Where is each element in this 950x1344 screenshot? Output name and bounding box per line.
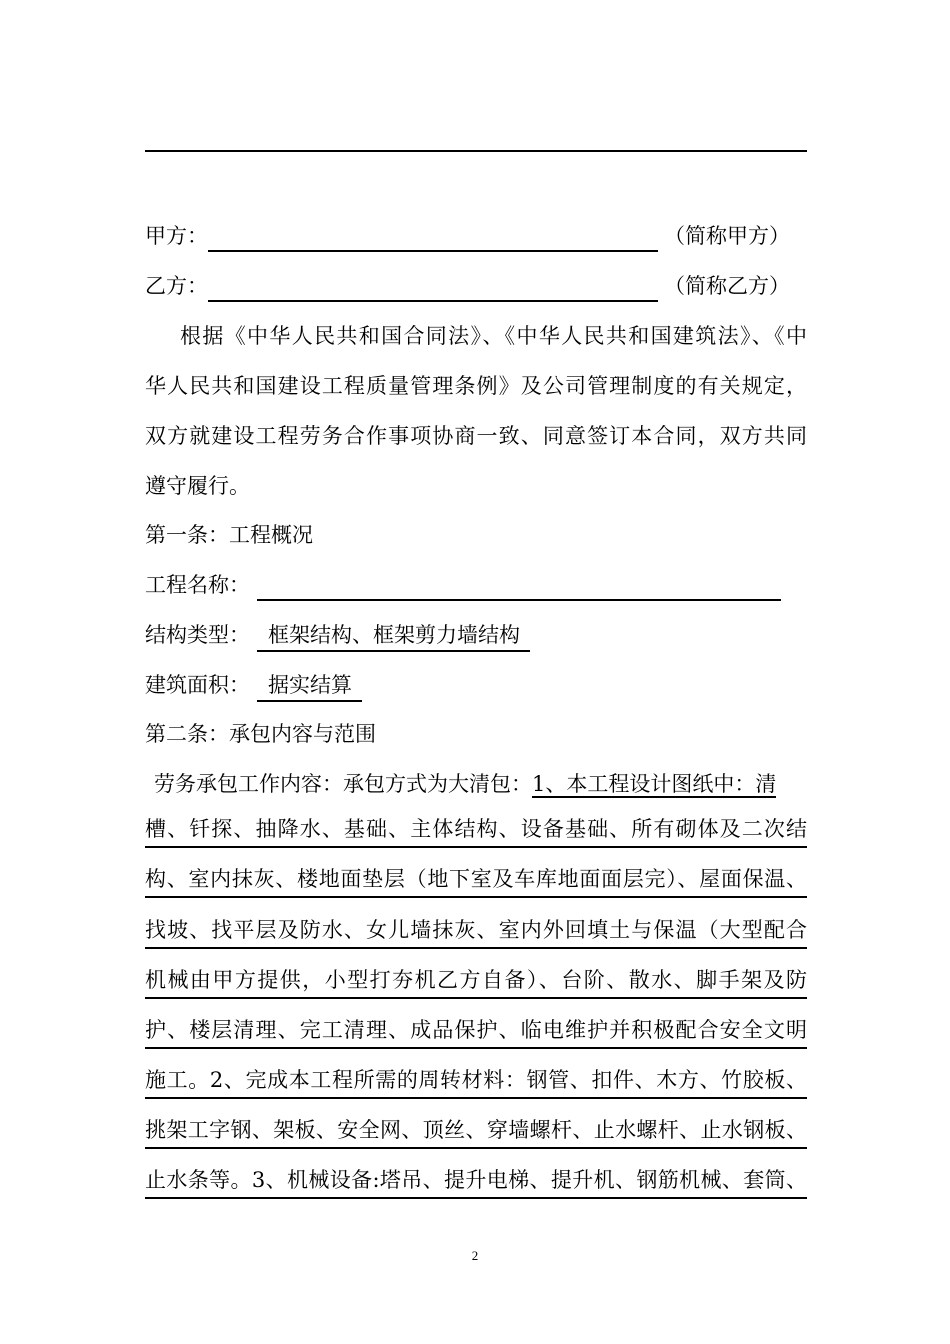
- party-a-blank[interactable]: [208, 250, 658, 252]
- structure-label: 结构类型：: [145, 623, 250, 647]
- article1-title: 第一条：工程概况: [145, 523, 313, 547]
- party-a-label: 甲方：: [145, 224, 208, 248]
- scope-line: 施工。2、完成本工程所需的周转材料：钢管、扣件、木方、竹胶板、: [145, 1063, 807, 1099]
- scope-line: 找坡、找平层及防水、女儿墙抹灰、室内外回填土与保温（大型配合: [145, 913, 807, 949]
- scope-line: 构、室内抹灰、楼地面垫层（地下室及车库地面面层完）、屋面保温、: [145, 862, 807, 898]
- scope-line: 止水条等。3、机械设备:塔吊、提升电梯、提升机、钢筋机械、套筒、: [145, 1163, 807, 1199]
- party-b-note: （简称乙方）: [664, 274, 790, 298]
- project-name-label: 工程名称：: [145, 573, 250, 597]
- preamble-line: 根据《中华人民共和国合同法》、《中华人民共和国建筑法》、《中: [180, 324, 807, 348]
- scope-line: 机械由甲方提供，小型打夯机乙方自备）、台阶、散水、脚手架及防: [145, 963, 807, 999]
- preamble-line: 遵守履行。: [145, 474, 250, 498]
- article2-title: 第二条：承包内容与范围: [145, 722, 376, 746]
- area-label: 建筑面积：: [145, 673, 250, 697]
- work-content-underlined: 1、本工程设计图纸中：清: [532, 772, 777, 796]
- page-number: 2: [471, 1248, 479, 1263]
- area-value: 据实结算: [257, 670, 362, 702]
- structure-value: 框架结构、框架剪力墙结构: [257, 620, 530, 652]
- article2-first-line: [154, 764, 776, 804]
- preamble-line: 双方就建设工程劳务合作事项协商一致、同意签订本合同，双方共同: [145, 424, 807, 448]
- preamble-line: 华人民共和国建设工程质量管理条例》及公司管理制度的有关规定，: [145, 374, 807, 398]
- scope-line: 护、楼层清理、完工清理、成品保护、临电维护并积极配合安全文明: [145, 1013, 807, 1049]
- scope-line: 槽、钎探、抽降水、基础、主体结构、设备基础、所有砌体及二次结: [145, 812, 807, 848]
- project-name-blank[interactable]: [257, 599, 781, 601]
- party-a-note: （简称甲方）: [664, 224, 790, 248]
- header-rule: [145, 150, 807, 152]
- work-content-prefix: 劳务承包工作内容：承包方式为大清包：: [154, 772, 532, 796]
- party-b-blank[interactable]: [208, 300, 658, 302]
- party-b-label: 乙方：: [145, 274, 208, 298]
- scope-line: 挑架工字钢、架板、安全网、顶丝、穿墙螺杆、止水螺杆、止水钢板、: [145, 1113, 807, 1149]
